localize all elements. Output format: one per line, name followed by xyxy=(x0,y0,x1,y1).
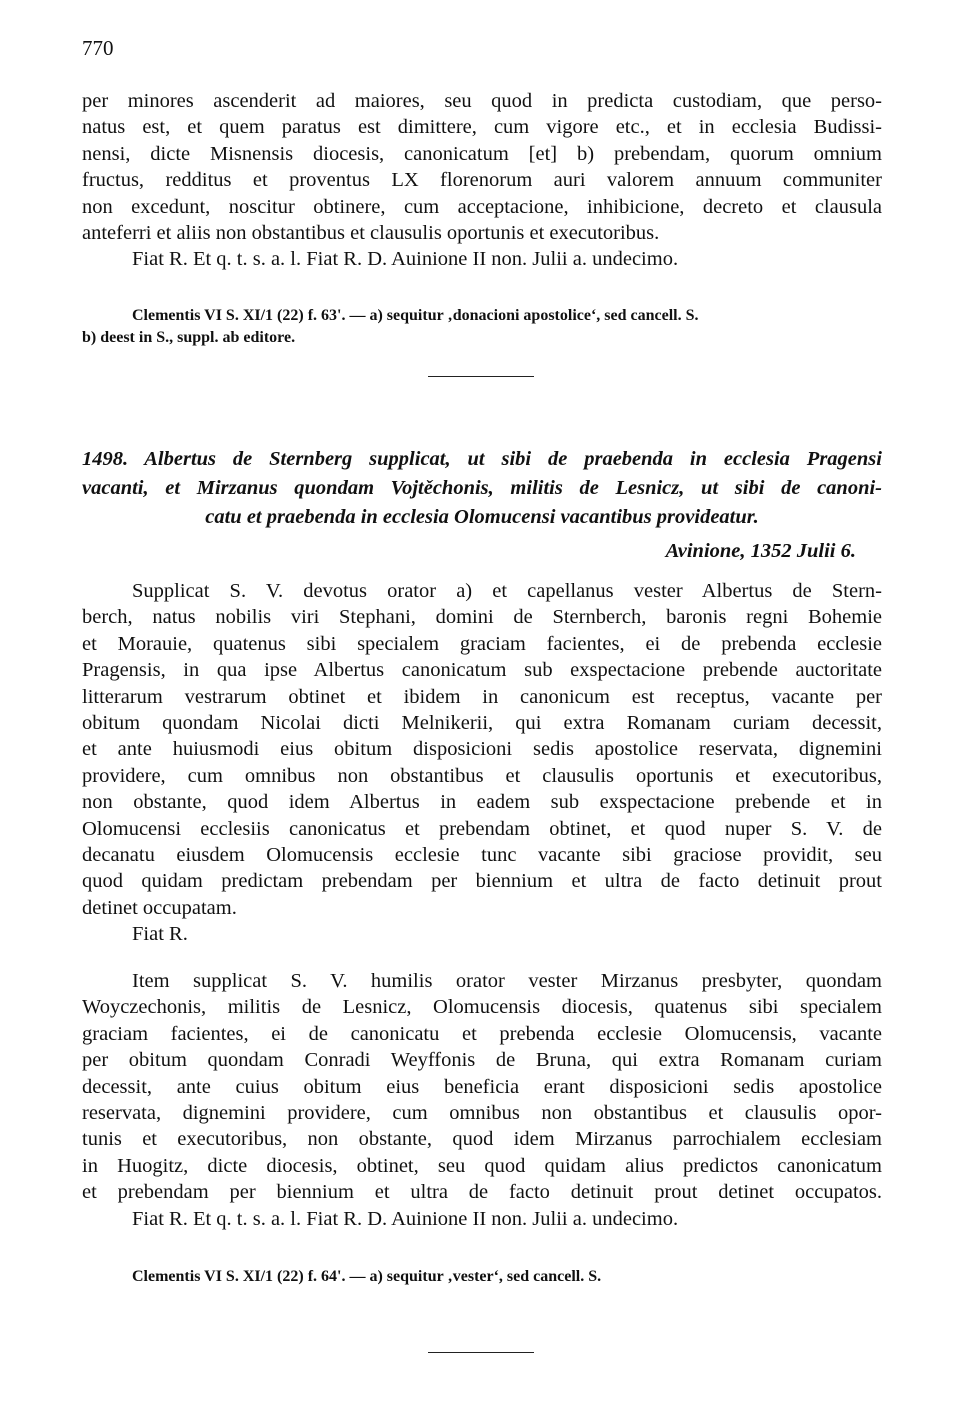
heading-line xyxy=(82,445,882,474)
entry-heading xyxy=(82,445,882,532)
separator-rule xyxy=(428,1352,534,1353)
page-number: 770 xyxy=(82,36,114,60)
entry-number: 1498. xyxy=(82,448,129,470)
place-date: Avinione, 1352 Julii 6. xyxy=(665,540,856,562)
text-line: et ante huiusmodi eius obitum disposicioni sedis apostolice reservata, dignemini xyxy=(82,738,882,761)
supplication-1 xyxy=(82,578,882,947)
text-line: non obstante, quod idem Albertus in eadem sub exspectacione prebende et in xyxy=(82,791,882,814)
text-line: non excedunt, noscitur obtinere, cum acceptacione, inhibicione, decreto et clausula xyxy=(82,195,882,218)
text-line: litterarum vestrarum obtinet et ibidem in canonicum est receptus, vacante per xyxy=(82,685,882,708)
text-line: Woyczechonis, militis de Lesnicz, Olomucensis diocesis, quatenus sibi specialem xyxy=(82,996,882,1019)
heading-line: vacanti, et Mirzanus quondam Vojtěchonis, militis de Lesnicz, ut sibi de canoni- xyxy=(82,477,882,499)
supplication-2 xyxy=(82,968,882,1232)
text-line: obitum quondam Nicolai dicti Melnikerii, qui extra Romanam curiam decessit, xyxy=(82,711,882,734)
heading-line: catu et praebenda in ecclesia Olomucensi vacantibus provideatur. xyxy=(205,506,759,528)
footnote-line: Clementis VI S. XI/1 (22) f. 64'. — a) sequitur ‚vester‘, sed cancell. S. xyxy=(132,1268,602,1285)
text-line: tunis et executoribus, non obstante, quod idem Mirzanus parrochialem ecclesiam xyxy=(82,1128,882,1151)
text-line: nensi, dicte Misnensis diocesis, canonicatum [et] b) prebendam, quorum omnium xyxy=(82,142,882,165)
text-line: per obitum quondam Conradi Weyffonis de Bruna, qui extra Romanam curiam xyxy=(82,1049,882,1072)
text-line: fructus, redditus et proventus LX florenorum auri valorem annuum communiter xyxy=(82,169,882,192)
text-line: et prebendam per biennium et ultra de facto detinuit prout detinet occupatos. xyxy=(82,1181,882,1204)
text-line: reservata, dignemini providere, cum omnibus non obstantibus et clausulis opor- xyxy=(82,1101,882,1124)
text-line: detinet occupatam. xyxy=(82,896,237,919)
separator-rule xyxy=(428,376,534,377)
text-line: Pragensis, in qua ipse Albertus canonicatum sub exspectacione prebende auctoritate xyxy=(82,659,882,682)
text-line: natus est, et quem paratus est dimittere, cum vigore etc., et in ecclesia Budissi- xyxy=(82,116,882,139)
text-line: et Morauie, quatenus sibi specialem graciam facientes, ei de prebenda ecclesie xyxy=(82,632,882,655)
closing-line: Fiat R. Et q. t. s. a. l. Fiat R. D. Auinione II non. Julii a. undecimo. xyxy=(132,1207,679,1230)
text-line: providere, cum omnibus non obstantibus et clausulis oportunis et executoribus, xyxy=(82,764,882,787)
text-line: anteferri et aliis non obstantibus et clausulis oportunis et executoribus. xyxy=(82,221,660,244)
text-line: graciam facientes, ei de canonicatu et prebenda ecclesie Olomucensis, vacante xyxy=(82,1022,882,1045)
footnote-block xyxy=(82,305,882,349)
closing-line: Fiat R. Et q. t. s. a. l. Fiat R. D. Auinione II non. Julii a. undecimo. xyxy=(132,248,679,271)
footnote-line: b) deest in S., suppl. ab editore. xyxy=(82,329,296,346)
text-line: Supplicat S. V. devotus orator a) et capellanus vester Albertus de Stern- xyxy=(132,580,882,602)
text-line: per minores ascenderit ad maiores, seu quod in predicta custodiam, que perso- xyxy=(82,90,882,112)
footnote-block xyxy=(82,1266,882,1288)
footnote-line: Clementis VI S. XI/1 (22) f. 63'. — a) sequitur ‚donacioni apostolice‘, sed cancell. S. xyxy=(132,307,699,324)
text-line: quod quidam predictam prebendam per biennium et ultra de facto detinuit prout xyxy=(82,870,882,893)
heading-text: Albertus de Sternberg supplicat, ut sibi de praebenda in ecclesia Pragensi xyxy=(144,448,882,470)
continuation-text xyxy=(82,88,882,273)
fiat-line: Fiat R. xyxy=(132,923,188,946)
text-line: in Huogitz, dicte diocesis, obtinet, seu quod quidam alius predictos canonicatum xyxy=(82,1154,882,1177)
text-line: Item supplicat S. V. humilis orator vester Mirzanus presbyter, quondam xyxy=(132,970,882,992)
text-line: Olomucensi ecclesiis canonicatus et prebendam obtinet, et quod nuper S. V. de xyxy=(82,817,882,840)
text-line: decanatu eiusdem Olomucensis ecclesie tunc vacante sibi graciose providit, seu xyxy=(82,843,882,866)
text-line: decessit, ante cuius obitum eius beneficia erant disposicioni sedis apostolice xyxy=(82,1075,882,1098)
text-line: berch, natus nobilis viri Stephani, domini de Sternberch, baronis regni Bohemie xyxy=(82,606,882,629)
